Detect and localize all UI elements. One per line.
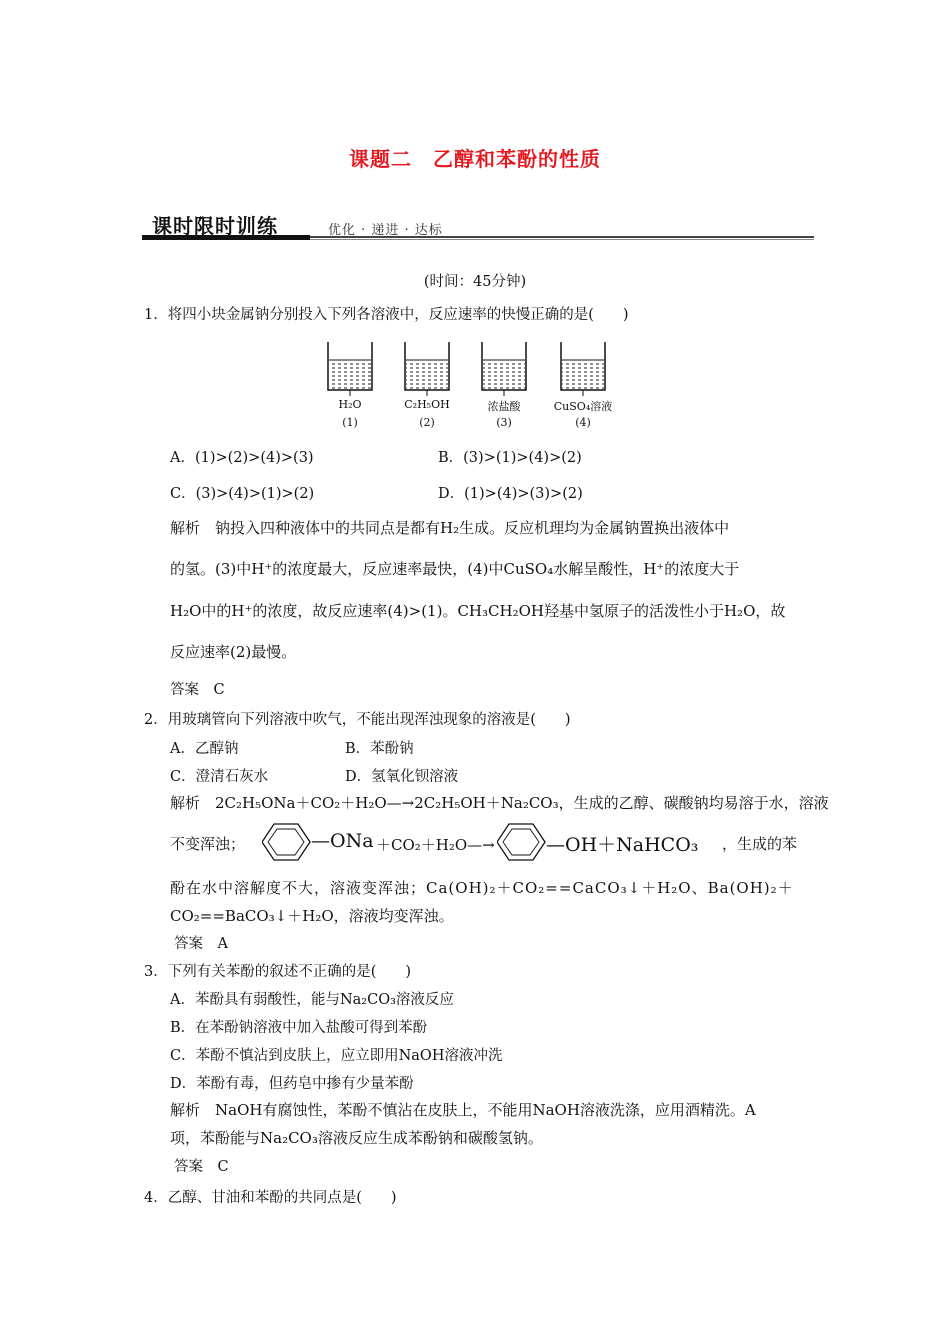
benzene-ring-icon (262, 820, 312, 864)
beaker-3-label: 浓盐酸 (487, 400, 521, 413)
q2-analysis-line-4: CO₂==BaCO₃↓＋H₂O，溶液均变浑浊。 (170, 907, 454, 925)
q2-answer: 答案 A (174, 936, 228, 952)
q3-analysis-line-2: 项，苯酚能与Na₂CO₃溶液反应生成苯酚钠和碳酸氢钠。 (170, 1129, 543, 1147)
q1-analysis-line-1: 解析 钠投入四种液体中的共同点是都有H₂生成。反应机理均为金属钠置换出液体中 (170, 519, 730, 537)
section-banner-title: 课时限时训练 (152, 214, 278, 238)
q2-analysis-line-2-prefix: 不变浑浊； (170, 835, 246, 853)
q1-option-c: C．(3)>(4)>(1)>(2) (170, 486, 315, 502)
beaker-2 (405, 342, 449, 396)
phenol-product: —OH＋NaHCO₃ (546, 834, 699, 856)
q2-option-a: A．乙醇钠 (170, 741, 239, 757)
beaker-1 (328, 342, 372, 396)
section-banner-subtitle: 优化 · 递进 · 达标 (328, 223, 443, 238)
beaker-3-number: (3) (496, 416, 512, 429)
q3-option-b: B．在苯酚钠溶液中加入盐酸可得到苯酚 (170, 1020, 428, 1036)
q1-option-a: A．(1)>(2)>(4)>(3) (170, 450, 314, 466)
sodium-phenoxide-group: —ONa (311, 830, 374, 852)
q2-option-c: C．澄清石灰水 (170, 769, 269, 785)
q1-option-b: B．(3)>(1)>(4)>(2) (438, 450, 582, 466)
q2-analysis-line-1: 解析 2C₂H₅ONa＋CO₂＋H₂O—→2C₂H₅OH＋Na₂CO₃，生成的乙醇、碳酸钠均易溶于水，溶液 (170, 794, 829, 812)
q3-answer: 答案 C (174, 1159, 229, 1175)
q2-option-d: D．氢氧化钡溶液 (345, 769, 459, 785)
q4-stem: 4．乙醇、甘油和苯酚的共同点是( ) (144, 1190, 397, 1206)
q1-option-d: D．(1)>(4)>(3)>(2) (438, 486, 583, 502)
q2-analysis-line-3: 酚在水中溶解度不大，溶液变浑浊；Ca(OH)₂＋CO₂==CaCO₃↓＋H₂O、Ba(OH)₂＋ (170, 879, 794, 897)
q2-analysis-reagents: ＋CO₂＋H₂O—→ (376, 836, 495, 854)
q2-option-b: B．苯酚钠 (345, 741, 414, 757)
page-title: 课题二 乙醇和苯酚的性质 (349, 147, 601, 171)
time-limit: (时间：45分钟) (423, 274, 527, 290)
q1-analysis-line-4: 反应速率(2)最慢。 (170, 643, 297, 661)
beaker-1-label: H₂O (338, 398, 362, 411)
q3-option-c: C．苯酚不慎沾到皮肤上，应立即用NaOH溶液冲洗 (170, 1048, 503, 1064)
q1-stem: 1．将四小块金属钠分别投入下列各溶液中，反应速率的快慢正确的是( ) (144, 307, 629, 323)
q2-analysis-line-2-suffix: ，生成的苯 (722, 835, 798, 853)
beaker-2-number: (2) (419, 416, 435, 429)
beaker-4-number: (4) (575, 416, 591, 429)
beakers-figure (320, 338, 630, 398)
q3-stem: 3．下列有关苯酚的叙述不正确的是( ) (144, 964, 412, 980)
benzene-ring-icon (497, 820, 547, 864)
q3-option-d: D．苯酚有毒，但药皂中掺有少量苯酚 (170, 1076, 414, 1092)
beaker-4 (561, 342, 605, 396)
q1-analysis-line-2: 的氢。(3)中H⁺的浓度最大，反应速率最快，(4)中CuSO₄水解呈酸性，H⁺的浓度大于 (170, 560, 740, 578)
q1-answer: 答案 C (170, 682, 225, 698)
beaker-4-label: CuSO₄溶液 (553, 400, 613, 413)
beaker-2-label: C₂H₅OH (404, 398, 450, 411)
q3-option-a: A．苯酚具有弱酸性，能与Na₂CO₃溶液反应 (170, 992, 454, 1008)
q2-stem: 2．用玻璃管向下列溶液中吹气，不能出现浑浊现象的溶液是( ) (144, 712, 571, 728)
beaker-1-number: (1) (342, 416, 358, 429)
q3-analysis-line-1: 解析 NaOH有腐蚀性，苯酚不慎沾在皮肤上，不能用NaOH溶液洗涤，应用酒精洗。A (170, 1101, 756, 1119)
q1-analysis-line-3: H₂O中的H⁺的浓度，故反应速率(4)>(1)。CH₃CH₂OH羟基中氢原子的活泼性小于H₂O，故 (170, 602, 786, 620)
beaker-3 (482, 342, 526, 396)
